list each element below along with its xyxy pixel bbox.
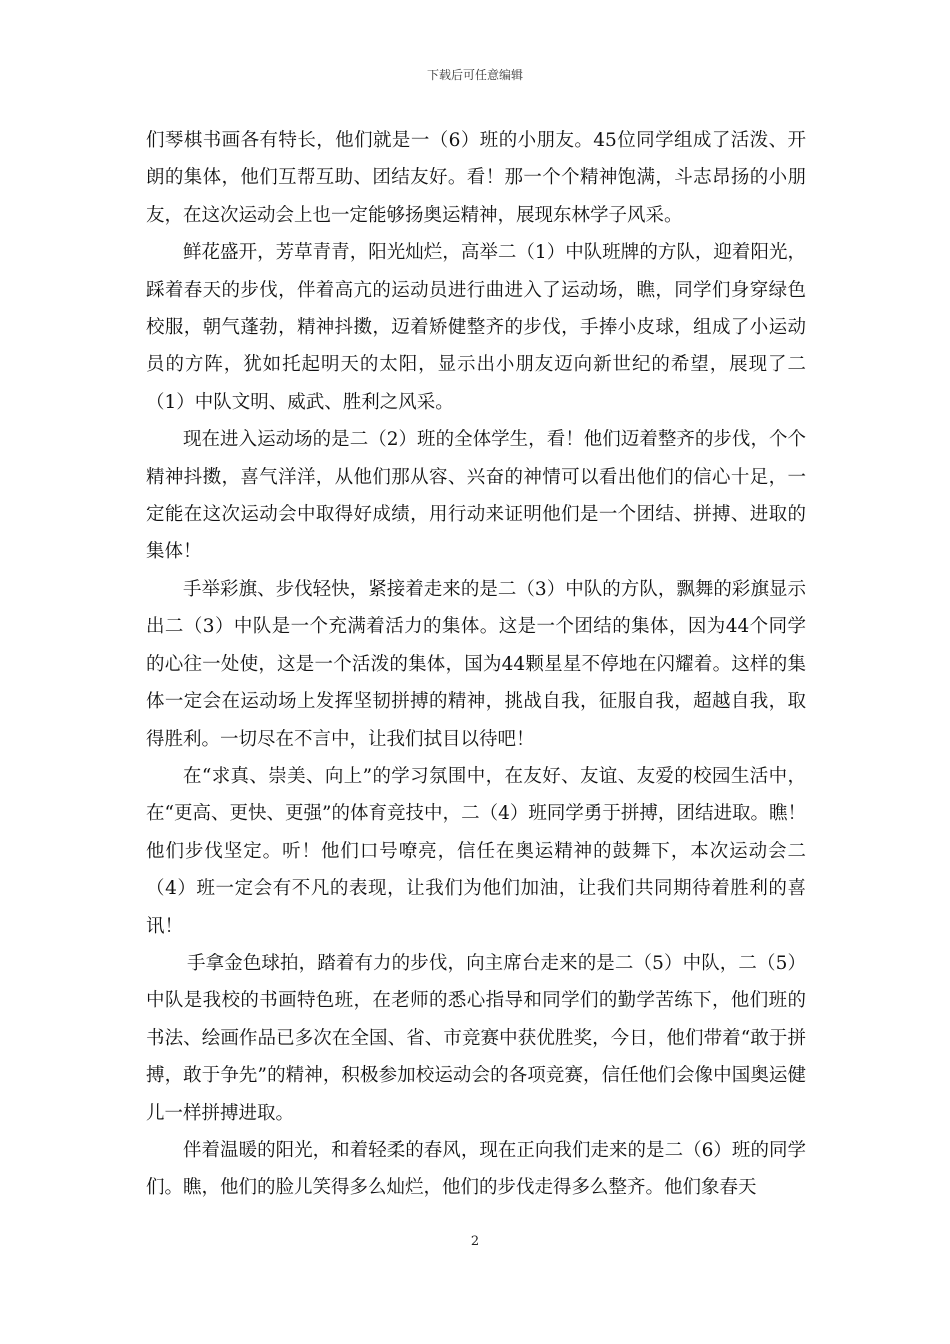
paragraph-class-2-2: 现在进入运动场的是二（2）班的全体学生，看！他们迈着整齐的步伐，个个精神抖擞，喜气洋洋，从他们那从容、兴奋的神情可以看出他们的信心十足，一定能在这次运动会中取得好成绩，用行动来证明他们是一个团结、拼搏、进取的集体！ [146,429,806,563]
paragraph-continuation: 们琴棋书画各有特长，他们就是一（6）班的小朋友。45位同学组成了活泼、开朗的集体，他们互帮互助、团结友好。看！那一个个精神饱满，斗志昂扬的小朋友，在这次运动会上也一定能够扬奥运精神，展现东林学子风采。 [146,130,806,226]
document-body [146,122,806,1207]
paragraph-class-2-3: 手举彩旗、步伐轻快，紧接着走来的是二（3）中队的方队，飘舞的彩旗显示出二（3）中队是一个充满着活力的集体。这是一个团结的集体，因为44个同学的心往一处使，这是一个活泼的集体，国为44颗星星不停地在闪耀着。这样的集体一定会在运动场上发挥坚韧拼搏的精神，挑战自我，征服自我，超越自我，取得胜利。一切尽在不言中，让我们拭目以待吧！ [146,578,806,750]
page-number: 2 [470,1234,480,1249]
paragraph-class-2-6: 伴着温暖的阳光，和着轻柔的春风，现在正向我们走来的是二（6）班的同学们。瞧，他们的脸儿笑得多么灿烂，他们的步伐走得多么整齐。他们象春天 [146,1139,806,1199]
paragraph-class-2-1: 鲜花盛开，芳草青青，阳光灿烂，高举二（1）中队班牌的方队，迎着阳光，踩着春天的步伐，伴着高亢的运动员进行曲进入了运动场，瞧，同学们身穿绿色校服，朝气蓬勃，精神抖擞，迈着矫健整齐的步伐，手捧小皮球，组成了小运动员的方阵，犹如托起明天的太阳，显示出小朋友迈向新世纪的希望，展现了二（1）中队文明、威武、胜利之风采。 [146,242,806,413]
paragraph-class-2-5: 手拿金色球拍，踏着有力的步伐，向主席台走来的是二（5）中队，二（5）中队是我校的书画特色班，在老师的悉心指导和同学们的勤学苦练下，他们班的书法、绘画作品已多次在全国、省、市竞赛中获优胜奖，今日，他们带着“敢于拼搏，敢于争先”的精神，积极参加校运动会的各项竞赛，信任他们会像中国奥运健儿一样拼搏进取。 [146,952,806,1124]
page-header: 下载后可任意编辑 [426,68,523,82]
paragraph-class-2-4: 在“求真、崇美、向上”的学习氛围中，在友好、友谊、友爱的校园生活中，在“更高、更快、更强”的体育竞技中，二（4）班同学勇于拼搏，团结进取。瞧！他们步伐坚定。听！他们口号嘹亮，信任在奥运精神的鼓舞下，本次运动会二（4）班一定会有不凡的表现，让我们为他们加油，让我们共同期待着胜利的喜讯！ [146,765,806,937]
